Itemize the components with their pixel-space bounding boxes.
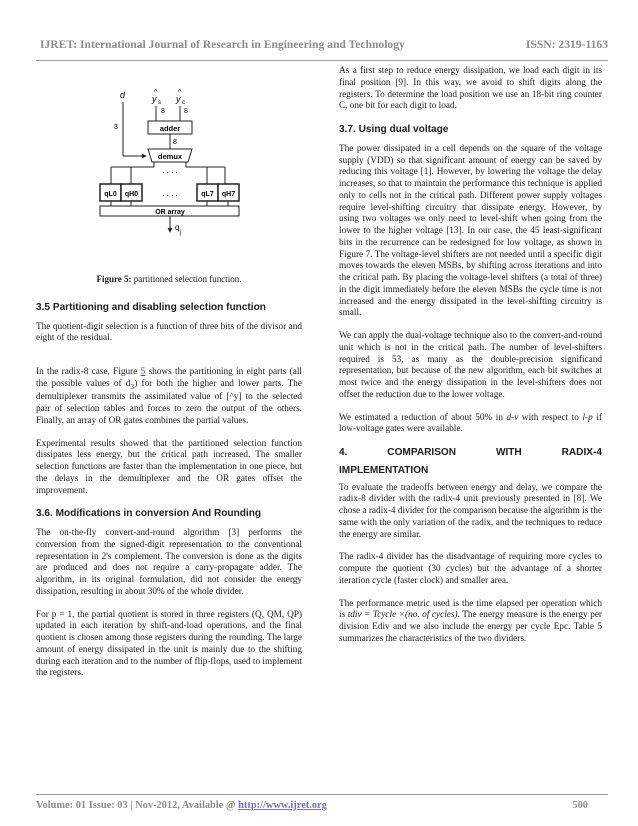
- para-3-6-b: For p = 1, the partial quotient is stored in three registers (Q, QM, QP) updated in each iteration by shift-and-load operations, and the final quotient is chosen among those registers during the rounding. The large amount of energy dissipated in the unit is mainly due to the shifting during each iteration and to the number of flip-flops, used to implement the registers.: [36, 609, 302, 679]
- journal-title: IJRET: International Journal of Research in Engineering and Technology: [40, 38, 405, 51]
- figure-caption-label: Figure 5:: [96, 274, 132, 284]
- para-text: shows the partitioning in eight parts (all the possible values of d: [36, 367, 302, 389]
- demux-label: demux: [157, 152, 183, 161]
- page-header: [40, 38, 608, 56]
- page-number: 500: [572, 800, 588, 811]
- italic-term: l-p: [582, 412, 593, 423]
- para-text: . The energy measure is the energy per division Ediv and we also include the energy per cycle Epc. Table 5 summarizes the characteristics of the two dividers.: [339, 610, 603, 644]
- label-q-out: q: [175, 223, 180, 232]
- label-yc-sub: c: [182, 100, 185, 106]
- section-4-heading: [339, 447, 602, 477]
- para-text: if low-voltage gates were available.: [339, 412, 602, 435]
- para-3-5-a: The quotient-digit selection is a function of three bits of the divisor and eight of the residual.: [36, 321, 302, 344]
- issn: ISSN: 2319-1163: [525, 38, 608, 51]
- footer-text: Volume: 01 Issue: 03 | Nov-2012, Available @: [36, 800, 239, 811]
- para-text: ) for both the higher and lower parts. The demultiplexer transmits the assimilated value of [^y] to the selected pair of selection tables and forces to zero the output of the others. Finally, an array of OR gates combines the partial values.: [36, 378, 302, 426]
- adder-label: adder: [159, 124, 181, 133]
- width-ys: 8: [161, 108, 165, 115]
- italic-formula: tdiv = Tcycle ×(no. of cycles): [347, 610, 458, 621]
- left-column: [36, 72, 302, 691]
- subscript: 3: [130, 381, 135, 391]
- label-ys: y: [152, 94, 157, 104]
- hat-ys: ^: [154, 89, 158, 96]
- label-qH7: qH7: [221, 191, 236, 198]
- width-d: 3: [114, 124, 118, 131]
- dots-mid: . . . .: [162, 189, 178, 198]
- figure-5-diagram: [76, 72, 266, 268]
- label-yc: y: [176, 94, 181, 104]
- heading-word: RADIX-4: [561, 447, 602, 458]
- para-load-position: As a first step to reduce energy dissipation, we load each digit in its final position [9]. In this way, we avoid to shift digits along the registers. To determine the load position we use an 18-bit ring counter C, one bit for each digit to load.: [339, 66, 602, 112]
- label-ys-sub: s: [158, 100, 161, 106]
- width-sum: 8: [173, 139, 177, 146]
- para-4-c: [339, 599, 602, 646]
- para-3-7-c: [339, 413, 602, 437]
- para-text: with respect to: [518, 412, 583, 423]
- italic-term: d-v: [506, 412, 519, 423]
- figure-caption-text: partitioned selection function.: [131, 274, 242, 284]
- label-qL0: qL0: [104, 191, 117, 198]
- footer-rule: [36, 794, 608, 795]
- journal-link[interactable]: http://www.ijret.org: [238, 800, 327, 811]
- label-qH0: qH0: [124, 191, 139, 198]
- para-3-6-a: The on-the-fly convert-and-round algorithm [3] performs the conversion from the signed-digit representation to the conventional representation in 2's complement. The conversion is done as the digits are produced and does not require a carry-propagate adder. The algorithm, in its original formulation, did not consider the energy dissipation, resulting in about 30% of the whole divider.: [36, 528, 302, 597]
- heading-word: COMPARISON: [387, 447, 457, 458]
- para-text: We estimated a reduction of about 50% in: [339, 412, 507, 423]
- label-qL7: qL7: [201, 191, 214, 198]
- section-4-heading-line2: IMPLEMENTATION: [339, 464, 429, 476]
- para-text: The performance metric used is the time elapsed per operation which is: [339, 598, 602, 621]
- width-yc: 8: [184, 108, 188, 115]
- para-3-5-b: [36, 367, 302, 428]
- label-d: d: [120, 90, 126, 100]
- page-footer: [36, 800, 608, 811]
- figure-5-link[interactable]: 5: [140, 367, 146, 377]
- para-4-b: The radix-4 divider has the disadvantage of requiring more cycles to compute the quotient (30 cycles) but the advantage of a shorter iteration cycle (faster clock) and smaller area.: [339, 552, 602, 586]
- heading-word: WITH: [495, 447, 522, 458]
- para-3-5-c: Experimental results showed that the partitioned selection function dissipates less energy, but the critical path increased. The smaller selection functions are faster than the implementation in one piece, but the delays in the demultiplexer and the OR gates offset the improvement.: [36, 438, 302, 496]
- right-column: [339, 66, 602, 657]
- figure-caption: [36, 274, 302, 286]
- label-q-out-sub: j: [180, 230, 182, 236]
- section-4-heading-line1: [339, 447, 602, 459]
- para-text: In the radix-8 case, Figure: [36, 367, 141, 377]
- section-3-6-heading: 3.6. Modifications in conversion And Rounding: [36, 508, 262, 520]
- para-4-a: To evaluate the tradeoffs between energy and delay, we compare the radix-8 divider with the radix-4 unit previously presented in [8]. We chose a radix-4 divider for the comparison because the algorithm is the same with the only variation of the radix, and the techniques to reduce the energy are similar.: [339, 482, 602, 540]
- section-3-5-heading: 3.5 Partitioning and disabling selection function: [36, 301, 266, 313]
- para-3-7-a: The power dissipated in a cell depends on the square of the voltage supply (VDD) so that significant amount of energy can be saved by reducing this voltage [1]. However, by lowering the voltage the delay increases, so that to maintain the performance this technique is applied only to cells not in the critical path. Different power supply voltages require level-shifting circuitry that dissipate energy. However, by using two voltages we only need to level-shift when going from the lower to the higher voltage [13]. In our case, the 45 least-significant bits in the recurrence can be redesigned for low voltage, as shown in Figure 7. The voltage-level shifters are not needed until a specific digit moves towards the eleven MSBs, by shifting across iterations and into the critical path. By placing the voltage-level shifters (a total of three) in the digit immediately before the eleven MSBs the cycle time is not increased and the energy dissipated in the level-shifting circuitry is small.: [339, 143, 602, 319]
- dots-top: . . . .: [162, 166, 178, 175]
- hat-yc: ^: [178, 89, 182, 96]
- or-array-label: OR array: [155, 209, 185, 216]
- header-rule: [36, 60, 608, 61]
- heading-word: 4.: [339, 447, 348, 458]
- para-3-7-b: We can apply the dual-voltage technique also to the convert-and-round unit which is not in the critical path. The number of level-shifters required is 53, as many as the double-precision significand representation, but because of the new algorithm, each bit switches at most twice and the energy dissipation in the level-shifters does not offset the reduction due to the lower voltage.: [339, 331, 602, 400]
- section-3-7-heading: 3.7. Using dual voltage: [339, 124, 449, 135]
